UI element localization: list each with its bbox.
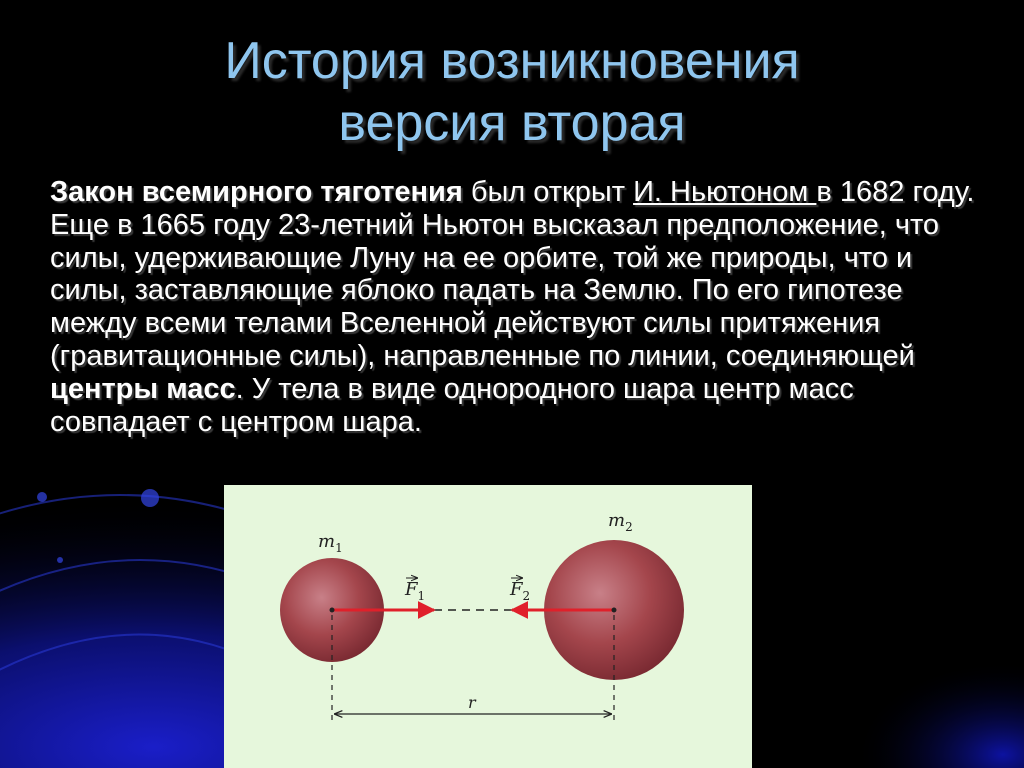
force-1-label [404, 578, 425, 603]
body-paragraph [50, 176, 990, 438]
centers-of-mass: центры масс [50, 372, 236, 405]
center-of-mass-2 [612, 608, 617, 613]
title-line-2: версия вторая [338, 94, 686, 152]
text-part-1: был открыт [462, 176, 634, 208]
gravity-diagram [224, 485, 752, 768]
distance-label: r [468, 693, 476, 712]
text-part-2: в 1682 году. Еще в 1665 году 23-летний Ньютон высказал предположение, что силы, удерживающие Луну на ее орбите, той же природы, что и силы, заставляющие яблоко падать на Землю. По его гипотезе между всеми телами Вселенной действуют силы притяжения (гравитационные силы), направленные по линии, соединяющей [50, 176, 975, 372]
svg-text:F2: $F_2$ [510, 579, 531, 603]
slide-title [0, 30, 1024, 154]
svg-text:F1: $F_1$ [405, 579, 426, 603]
mass-2-label: $m_2$ [608, 510, 633, 534]
newton-link[interactable]: И. Ньютоном [633, 176, 817, 208]
force-2-label [509, 578, 530, 603]
center-of-mass-1 [330, 608, 335, 613]
text-part-3: . У тела в виде однородного шара центр масс совпадает с центром шара. [50, 372, 854, 438]
law-name: Закон всемирного тяготения [50, 176, 463, 208]
mass-1-label: $m_1$ [318, 531, 343, 555]
title-line-1: История возникновения [224, 32, 800, 90]
